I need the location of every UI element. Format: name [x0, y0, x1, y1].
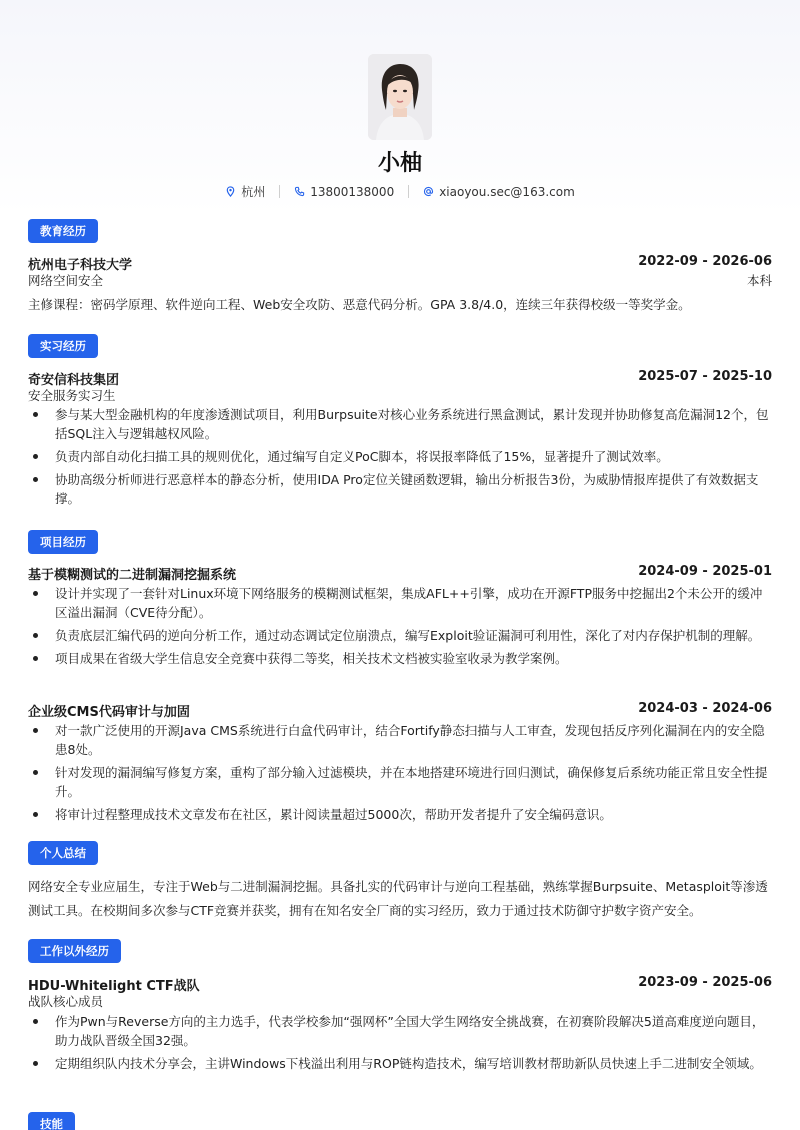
email-item [423, 185, 575, 199]
internship-bullets [28, 405, 772, 512]
list-item: 作为Pwn与Reverse方向的主力选手，代表学校参加“强网杯”全国大学生网络安全挑战赛，在初赛阶段解决5道高难度逆向题目，助力战队晋级全国32强。 [28, 1012, 772, 1050]
internship-dates: 2025-07 - 2025-10 [638, 369, 772, 384]
profile-photo [368, 54, 432, 140]
education-subheader [28, 271, 772, 289]
team-name: HDU-Whitelight CTF战队 [28, 979, 200, 994]
school-name: 杭州电子科技大学 [28, 258, 133, 273]
project-dates: 2024-03 - 2024-06 [638, 701, 772, 716]
education-dates: 2022-09 - 2026-06 [638, 254, 772, 269]
phone-icon [294, 186, 305, 197]
list-item: 对一款广泛使用的开源Java CMS系统进行白盒代码审计，结合Fortify静态扫描与人工审查，发现包括反序列化漏洞在内的安全隐患8处。 [28, 721, 772, 759]
project-header [28, 701, 772, 720]
section-extra: 工作以外经历 [28, 939, 121, 963]
section-summary: 个人总结 [28, 841, 98, 865]
project-title: 基于模糊测试的二进制漏洞挖掘系统 [28, 568, 237, 583]
extra-role-row [28, 992, 772, 1010]
location-pin-icon [225, 186, 236, 197]
major: 网络空间安全 [28, 273, 104, 288]
list-item: 定期组织队内技术分享会，主讲Windows下栈溢出利用与ROP链构造技术，编写培训教材帮助新队员快速上手二进制安全领域。 [28, 1054, 772, 1073]
degree: 本科 [746, 273, 772, 288]
extra-bullets [28, 1012, 772, 1077]
extra-dates: 2023-09 - 2025-06 [638, 975, 772, 990]
contact-divider [279, 185, 280, 198]
list-item: 针对发现的漏洞编写修复方案，重构了部分输入过滤模块，并在本地搭建环境进行回归测试，确保修复后系统功能正常且安全性提升。 [28, 763, 772, 801]
contact-divider [408, 185, 409, 198]
list-item: 项目成果在省级大学生信息安全竞赛中获得二等奖，相关技术文档被实验室收录为教学案例。 [28, 649, 772, 668]
contact-bar [0, 183, 800, 200]
section-education: 教育经历 [28, 219, 98, 243]
list-item: 将审计过程整理成技术文章发布在社区，累计阅读量超过5000次，帮助开发者提升了安全编码意识。 [28, 805, 772, 824]
section-internship: 实习经历 [28, 334, 98, 358]
project-dates: 2024-09 - 2025-01 [638, 564, 772, 579]
phone-item [294, 185, 394, 199]
education-detail: 主修课程：密码学原理、软件逆向工程、Web安全攻防、恶意代码分析。GPA 3.8/4.0，连续三年获得校级一等奖学金。 [28, 297, 691, 312]
list-item: 设计并实现了一套针对Linux环境下网络服务的模糊测试框架，集成AFL++引擎，成功在开源FTP服务中挖掘出2个未公开的缓冲区溢出漏洞（CVE待分配）。 [28, 584, 772, 622]
list-item: 负责底层汇编代码的逆向分析工作，通过动态调试定位崩溃点，编写Exploit验证漏洞可利用性，深化了对内存保护机制的理解。 [28, 626, 772, 645]
project-bullets [28, 721, 772, 828]
list-item: 负责内部自动化扫描工具的规则优化，通过编写自定义PoC脚本，将误报率降低了15%，显著提升了测试效率。 [28, 447, 772, 466]
phone-text[interactable]: 13800138000 [310, 184, 395, 199]
section-projects: 项目经历 [28, 530, 98, 554]
list-item: 协助高级分析师进行恶意样本的静态分析，使用IDA Pro定位关键函数逻辑，输出分析报告3份，为威胁情报库提供了有效数据支撑。 [28, 470, 772, 508]
team-role: 战队核心成员 [28, 994, 104, 1009]
internship-role-row [28, 386, 772, 404]
email-text[interactable]: xiaoyou.sec@163.com [439, 184, 575, 199]
section-skills: 技能 [28, 1112, 75, 1130]
list-item: 参与某大型金融机构的年度渗透测试项目，利用Burpsuite对核心业务系统进行黑盒测试，累计发现并协助修复高危漏洞12个，包括SQL注入与逻辑越权风险。 [28, 405, 772, 443]
project-header [28, 564, 772, 583]
location-text: 杭州 [241, 185, 266, 199]
location-item [225, 183, 265, 200]
summary-text: 网络安全专业应届生，专注于Web与二进制漏洞挖掘。具备扎实的代码审计与逆向工程基础，熟练掌握Burpsuite、Metasploit等渗透测试工具。在校期间多次参与CTF竞赛并获奖，拥有在知名安全厂商的实习经历，致力于通过技术防御守护数字资产安全。 [28, 879, 768, 918]
candidate-name: 小柚 [377, 151, 422, 176]
project-title: 企业级CMS代码审计与加固 [28, 705, 190, 720]
company-name: 奇安信科技集团 [28, 373, 120, 388]
internship-role: 安全服务实习生 [28, 388, 116, 403]
project-bullets [28, 584, 772, 672]
at-sign-icon [423, 186, 434, 197]
